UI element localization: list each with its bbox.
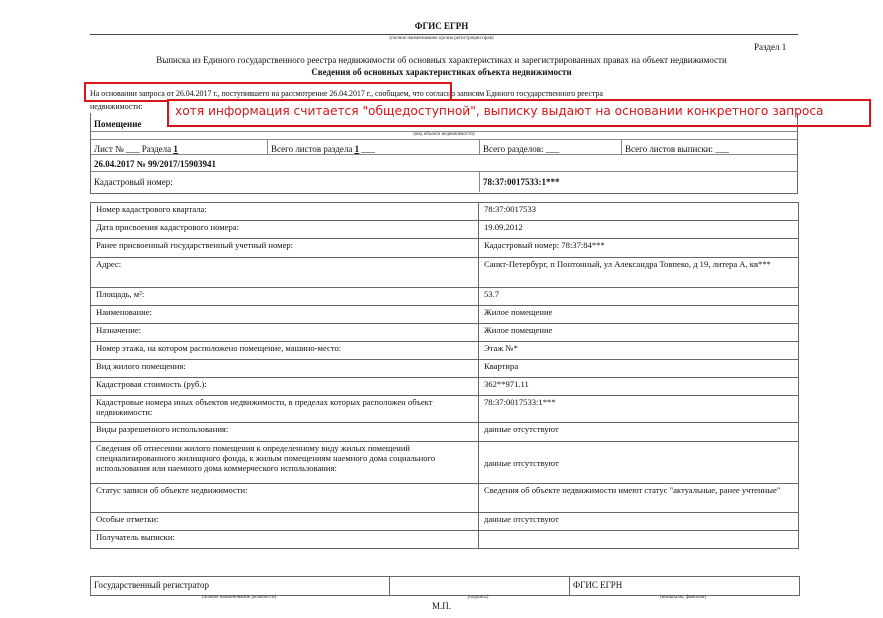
stamp-label: М.П. bbox=[431, 601, 451, 611]
table-row: Наименование: Жилое помещение bbox=[91, 306, 799, 324]
basis-text-line2: недвижимости: bbox=[90, 102, 143, 111]
characteristics-table bbox=[90, 202, 799, 549]
extract-date-number: 26.04.2017 № 99/2017/15903941 bbox=[94, 159, 217, 169]
table-row: Номер кадастрового квартала: 78:37:0017533 bbox=[91, 203, 799, 221]
section-label: Раздел 1 bbox=[754, 42, 787, 52]
initials-caption: (инициалы, фамилия) bbox=[659, 595, 707, 600]
table-row: Назначение: Жилое помещение bbox=[91, 324, 799, 342]
extract-line: Выписка из Единого государственного реестра недвижимости об основных характеристиках и зарегистрированных правах на объект недвижимости bbox=[156, 55, 727, 65]
registrar-position: Государственный регистратор bbox=[94, 580, 210, 590]
table-row: Кадастровые номера иных объектов недвижимости, в пределах которых расположен объект недвижимости: 78:37:0017533:1*** bbox=[91, 396, 799, 423]
object-type-caption: (вид объекта недвижимости) bbox=[413, 132, 475, 137]
object-header-block bbox=[90, 113, 798, 194]
registrar-caption: (полное наименование должности) bbox=[201, 595, 277, 600]
table-row: Номер этажа, на котором расположено помещение, машино-место: Этаж №* bbox=[91, 342, 799, 360]
signature-caption: (подпись) bbox=[467, 595, 489, 600]
sheet-number: Лист № ___ Раздела 1 bbox=[94, 144, 178, 154]
total-section-sheets: Всего листов раздела 1 ___ bbox=[271, 144, 375, 154]
table-row: Особые отметки: данные отсутствуют bbox=[91, 513, 799, 531]
basis-text-line1: На основании запроса от 26.04.2017 г., поступившего на рассмотрение 26.04.2017 г., сообщаем, что согласно записям Единого государственного реестра bbox=[90, 89, 603, 98]
document-title: ФГИС ЕГРН bbox=[414, 21, 469, 31]
total-extract-sheets: Всего листов выписки: ___ bbox=[625, 144, 729, 154]
signature-block bbox=[90, 576, 800, 596]
table-row: Вид жилого помещения: Квартира bbox=[91, 360, 799, 378]
registrar-org: ФГИС ЕГРН bbox=[573, 580, 623, 590]
table-row: Площадь, м²: 53.7 bbox=[91, 288, 799, 306]
table-row: Кадастровая стоимость (руб.): 362**971.11 bbox=[91, 378, 799, 396]
table-row: Получатель выписки: bbox=[91, 531, 799, 549]
cadastral-number-label: Кадастровый номер: bbox=[94, 177, 173, 187]
annotation-text: хотя информация считается "общедоступной", выписку выдают на основании конкретного запроса bbox=[175, 104, 824, 118]
table-row: Статус записи об объекте недвижимости: Сведения об объекте недвижимости имеют статус "актуальные, ранее учтенные" bbox=[91, 484, 799, 513]
object-type: Помещение bbox=[94, 119, 142, 129]
extract-title: Сведения об основных характеристиках объекта недвижимости bbox=[311, 67, 572, 77]
title-caption: (полное наименование органа регистрации прав) bbox=[389, 36, 494, 41]
title-underline bbox=[90, 34, 798, 35]
table-row: Виды разрешенного использования: данные отсутствуют bbox=[91, 423, 799, 442]
total-sections: Всего разделов: ___ bbox=[483, 144, 560, 154]
table-row: Дата присвоения кадастрового номера: 19.09.2012 bbox=[91, 221, 799, 239]
table-row: Адрес: Санкт-Петербург, п Понтонный, ул Александра Товпеко, д 19, литера А, кв*** bbox=[91, 258, 799, 288]
table-row: Сведения об отнесении жилого помещения к определенному виду жилых помещений специализированного жилищного фонда, к жилым помещениям наемного дома социального использования или наемного дома коммерческого использования: данные отсутствуют bbox=[91, 442, 799, 484]
table-row: Ранее присвоенный государственный учетный номер: Кадастровый номер: 78:37:84*** bbox=[91, 239, 799, 258]
cadastral-number-value: 78:37:0017533:1*** bbox=[483, 177, 560, 187]
